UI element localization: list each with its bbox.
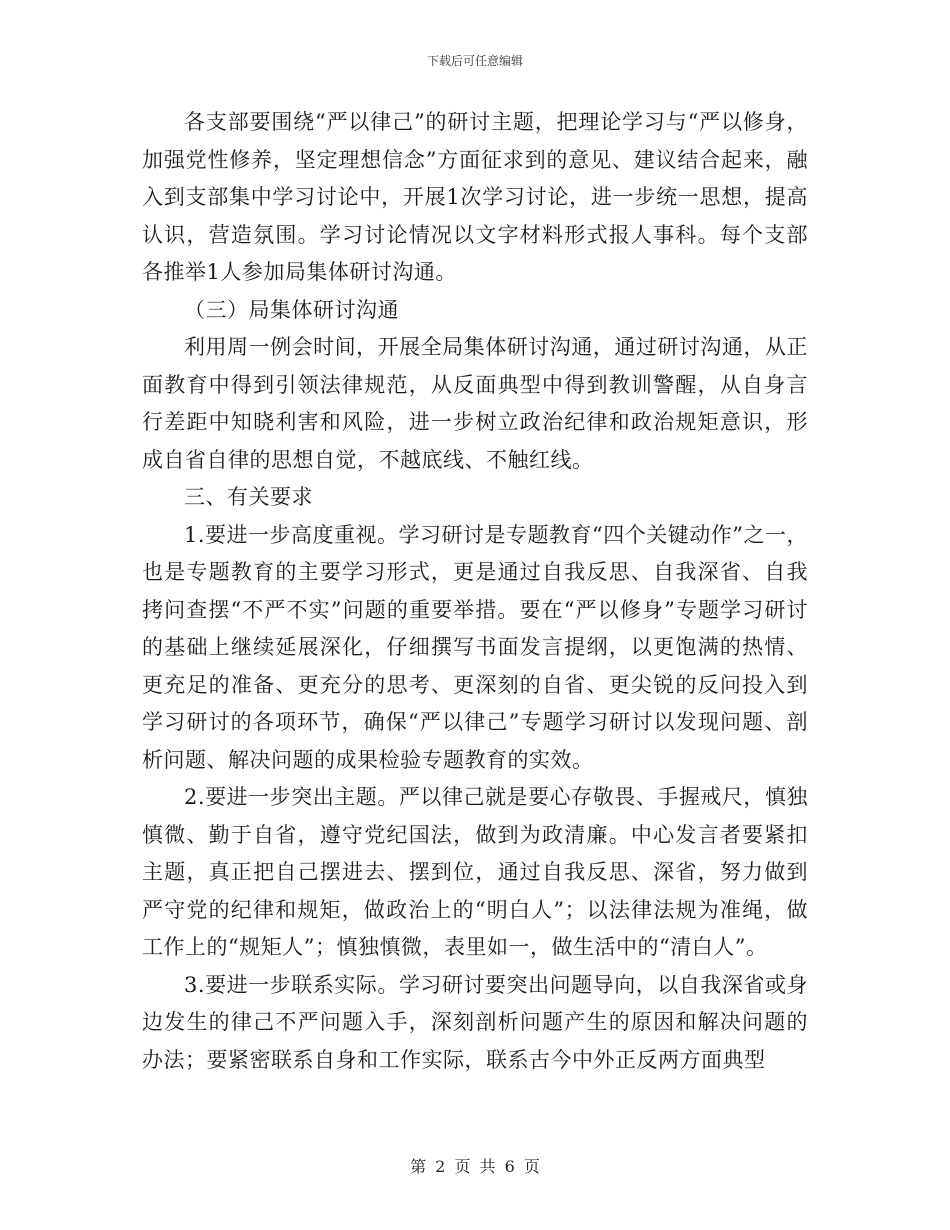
paragraph-requirement-2: 2.要进一步突出主题。严以律己就是要心存敬畏、手握戒尺，慎独慎微、勤于自省，遵守党纪国法，做到为政清廉。中心发言者要紧扣主题，真正把自己摆进去、摆到位，通过自我反思、深省，努力做到严守党的纪律和规矩，做政治上的“明白人”；以法律法规为准绳，做工作上的“规矩人”；慎独慎微，表里如一，做生活中的“清白人”。 bbox=[142, 785, 808, 959]
paragraph-branch-discussion: 各支部要围绕“严以律己”的研讨主题，把理论学习与“严以修身，加强党性修养，坚定理想信念”方面征求到的意见、建议结合起来，融入到支部集中学习讨论中，开展1次学习讨论，进一步统一思想，提高认识，营造氛围。学习讨论情况以文字材料形式报人事科。每个支部各推举1人参加局集体研讨沟通。 bbox=[142, 110, 808, 284]
page-header: 下载后可任意编辑 bbox=[426, 54, 523, 68]
body-content bbox=[142, 104, 808, 1079]
paragraph-requirement-3: 3.要进一步联系实际。学习研讨要突出问题导向，以自我深省或身边发生的律己不严问题入手，深刻剖析问题产生的原因和解决问题的办法；要紧密联系自身和工作实际，联系古今中外正反两方面典型 bbox=[142, 972, 808, 1072]
paragraph-requirement-1: 1.要进一步高度重视。学习研讨是专题教育“四个关键动作”之一，也是专题教育的主要学习形式，更是通过自我反思、自我深省、自我拷问查摆“不严不实”问题的重要举措。要在“严以修身”专题学习研讨的基础上继续延展深化，仔细撰写书面发言提纲，以更饱满的热情、更充足的准备、更充分的思考、更深刻的自省、更尖锐的反问投入到学习研讨的各项环节，确保“严以律己”专题学习研讨以发现问题、剖析问题、解决问题的成果检验专题教育的实效。 bbox=[142, 522, 809, 772]
section-heading-requirements: 三、有关要求 bbox=[184, 485, 313, 509]
section-heading-bureau-discussion: （三）局集体研讨沟通 bbox=[184, 297, 399, 322]
paragraph-weekly-meeting: 利用周一例会时间，开展全局集体研讨沟通，通过研讨沟通，从正面教育中得到引领法律规范，从反面典型中得到教训警醒，从自身言行差距中知晓利害和风险，进一步树立政治纪律和政治规矩意识，形成自省自律的思想自觉，不越底线、不触红线。 bbox=[142, 335, 808, 472]
page-footer: 第 2 页 共 6 页 bbox=[410, 1157, 540, 1176]
